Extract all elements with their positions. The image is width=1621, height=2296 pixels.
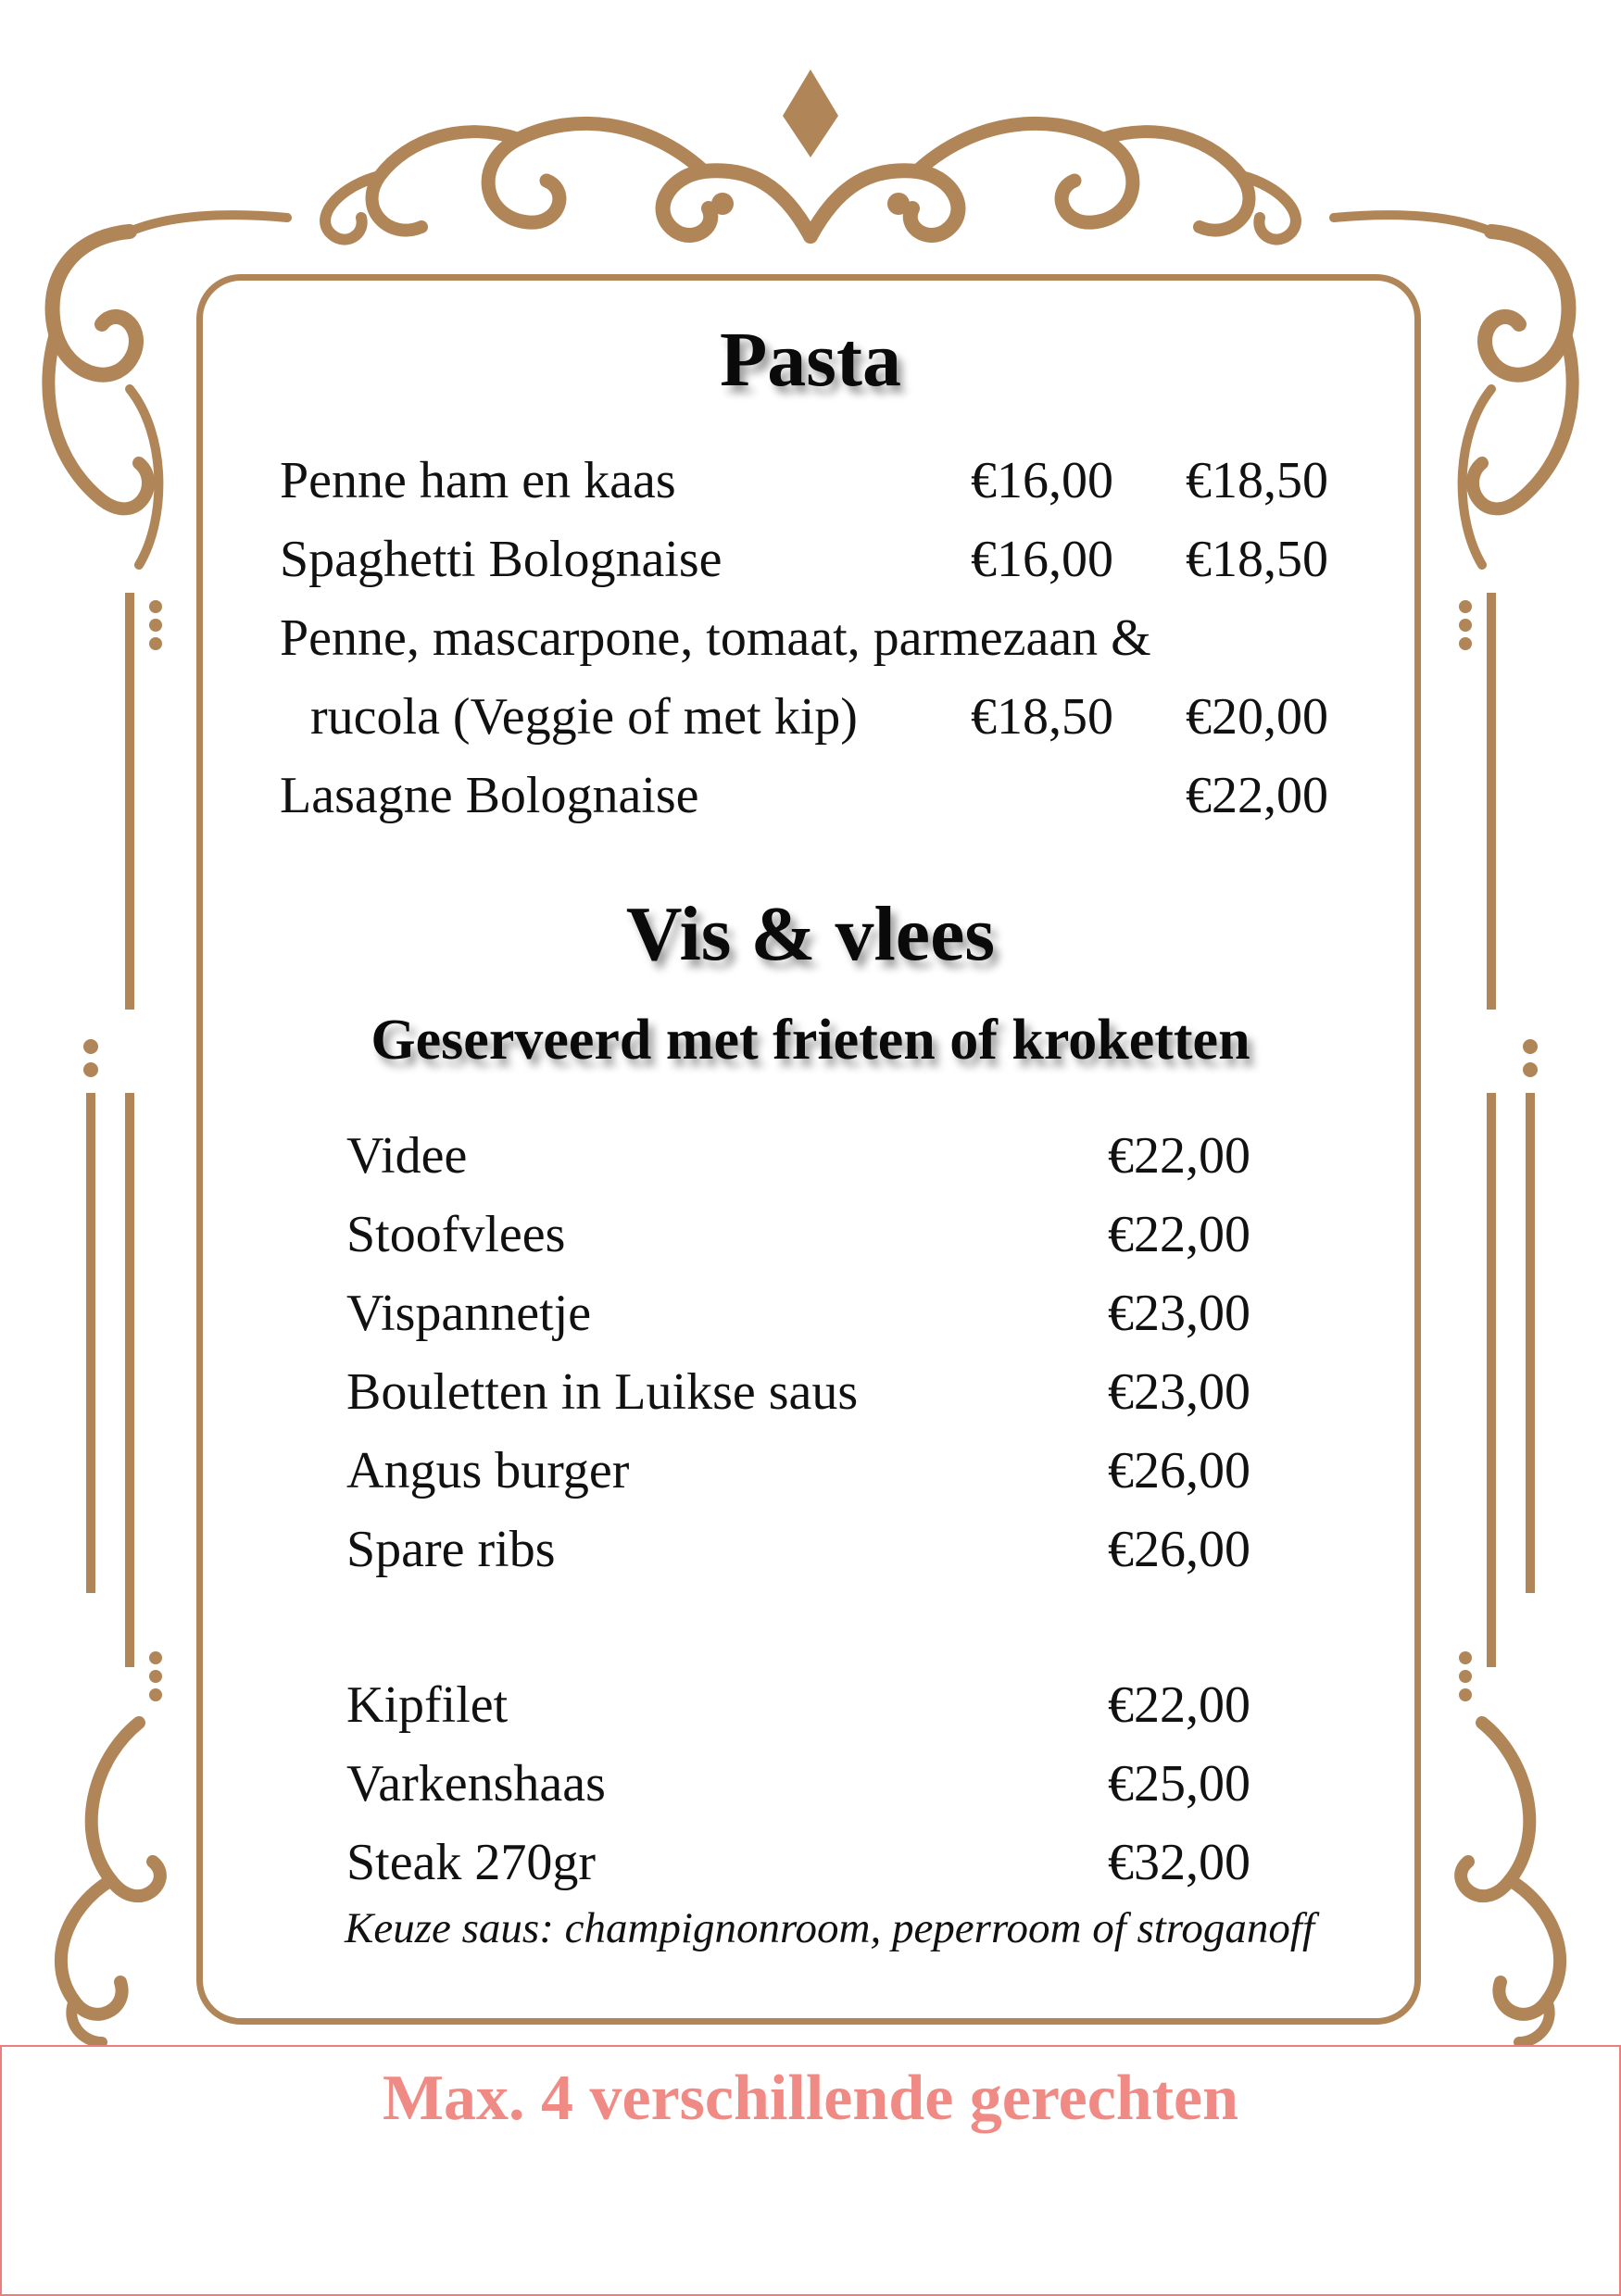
item-name: Varkenshaas bbox=[346, 1755, 606, 1813]
item-price-large: €18,50 bbox=[1186, 531, 1328, 588]
item-price: €22,00 bbox=[1108, 1676, 1250, 1734]
item-name: Angus burger bbox=[346, 1442, 630, 1499]
item-price-large: €22,00 bbox=[1186, 767, 1328, 824]
right-side-ornament bbox=[1459, 232, 1573, 2042]
item-price-large: €18,50 bbox=[1186, 452, 1328, 509]
sauce-choice-note: Keuze saus: champignonroom, peperroom of stroganoff bbox=[345, 1904, 1315, 1952]
item-price-small: €16,00 bbox=[971, 452, 1113, 509]
item-price: €26,00 bbox=[1108, 1521, 1250, 1578]
item-price: €25,00 bbox=[1108, 1755, 1250, 1813]
item-price: €32,00 bbox=[1108, 1834, 1250, 1891]
item-name: Videe bbox=[346, 1127, 468, 1185]
pasta-section-title: Pasta bbox=[720, 317, 901, 403]
item-name: Penne ham en kaas bbox=[280, 452, 676, 509]
item-name: Stoofvlees bbox=[346, 1206, 566, 1263]
left-side-ornament bbox=[48, 232, 162, 2042]
vis-vlees-section-title: Vis & vlees bbox=[625, 891, 996, 977]
item-price-small: €16,00 bbox=[971, 531, 1113, 588]
item-name: Penne, mascarpone, tomaat, parmezaan & bbox=[280, 609, 1151, 667]
item-name: Spaghetti Bolognaise bbox=[280, 531, 723, 588]
item-price-small: €18,50 bbox=[971, 688, 1113, 746]
item-name: Vispannetje bbox=[346, 1285, 592, 1342]
item-name: Kipfilet bbox=[346, 1676, 509, 1734]
item-name: Lasagne Bolognaise bbox=[280, 767, 699, 824]
max-dishes-notice: Max. 4 verschillende gerechten bbox=[382, 2063, 1239, 2134]
item-price-large: €20,00 bbox=[1186, 688, 1328, 746]
item-price: €22,00 bbox=[1108, 1127, 1250, 1185]
item-name: Spare ribs bbox=[346, 1521, 556, 1578]
item-price: €26,00 bbox=[1108, 1442, 1250, 1499]
item-name: Bouletten in Luikse saus bbox=[346, 1363, 859, 1421]
top-crest-ornament bbox=[130, 69, 1491, 240]
item-price: €22,00 bbox=[1108, 1206, 1250, 1263]
vis-vlees-subtitle: Geserveerd met frieten of kroketten bbox=[371, 1009, 1250, 1072]
item-name: Steak 270gr bbox=[346, 1834, 597, 1891]
item-price: €23,00 bbox=[1108, 1285, 1250, 1342]
item-name-continued: rucola (Veggie of met kip) bbox=[310, 688, 858, 746]
item-price: €23,00 bbox=[1108, 1363, 1250, 1421]
